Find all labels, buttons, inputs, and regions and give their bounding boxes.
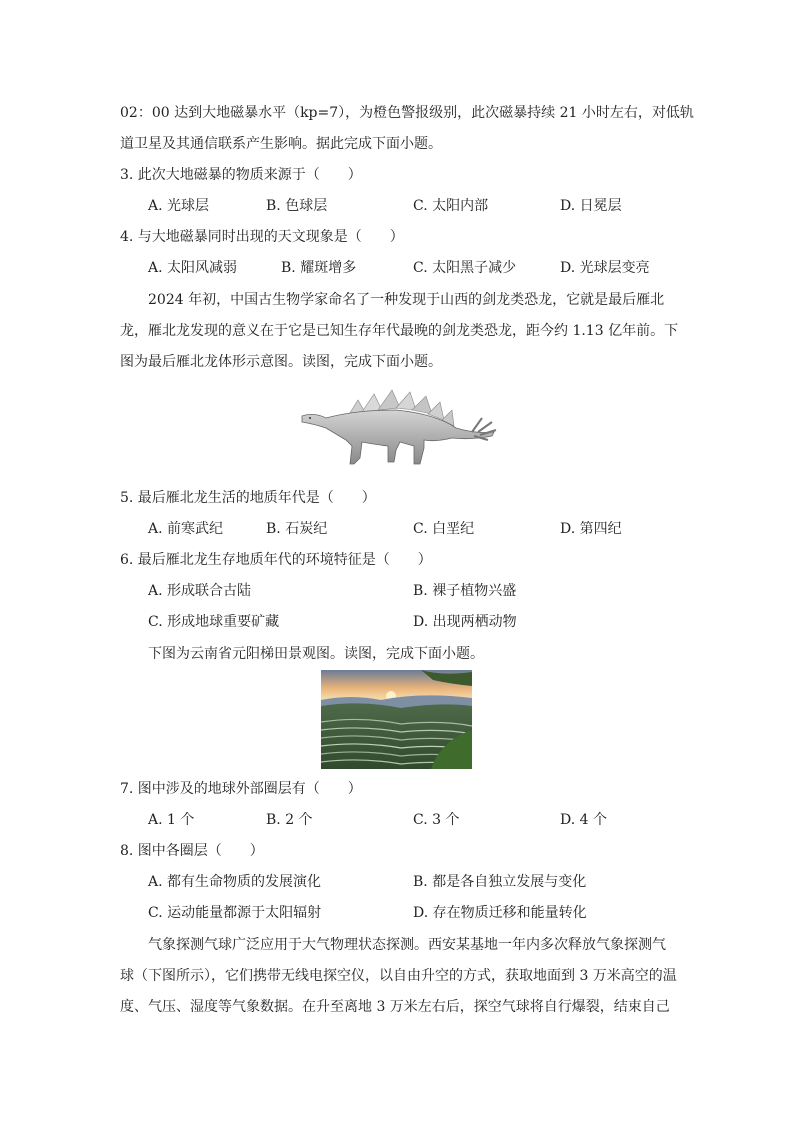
stegosaur-illustration — [296, 388, 498, 468]
question-4-option-b: B. 耀斑增多 — [281, 260, 357, 276]
question-8-option-d: D. 存在物质迁移和能量转化 — [413, 905, 587, 921]
terrace-landscape-image — [321, 670, 472, 769]
question-3-stem: 3. 此次大地磁暴的物质来源于（ ） — [120, 167, 362, 183]
question-6-option-c: C. 形成地球重要矿藏 — [148, 614, 280, 630]
question-4-option-d: D. 光球层变亮 — [560, 260, 650, 276]
question-5-option-b: B. 石炭纪 — [266, 521, 328, 537]
question-8-option-c: C. 运动能量都源于太阳辐射 — [148, 905, 322, 921]
question-5-option-a: A. 前寒武纪 — [148, 521, 224, 537]
terrace-photo — [321, 670, 472, 769]
question-6-option-a: A. 形成联合古陆 — [148, 583, 252, 599]
question-4-option-c: C. 太阳黑子减少 — [413, 260, 517, 276]
question-8-option-b: B. 都是各自独立发展与变化 — [413, 874, 587, 890]
question-5-option-d: D. 第四纪 — [560, 521, 622, 537]
question-5-option-c: C. 白垩纪 — [413, 521, 475, 537]
dino-passage-line-3: 图为最后雁北龙体形示意图。读图，完成下面小题。 — [120, 354, 442, 370]
question-7-option-c: C. 3 个 — [413, 812, 460, 828]
question-7-stem: 7. 图中涉及的地球外部圈层有（ ） — [120, 781, 362, 797]
question-3-option-d: D. 日冕层 — [560, 198, 622, 214]
question-3-option-b: B. 色球层 — [266, 198, 328, 214]
question-8-option-a: A. 都有生命物质的发展演化 — [148, 874, 322, 890]
balloon-passage-line-2: 球（下图所示），它们携带无线电探空仪，以自由升空的方式，获取地面到 3 万米高空的温 — [120, 968, 677, 984]
balloon-passage-line-3: 度、气压、湿度等气象数据。在升至离地 3 万米左右后，探空气球将自行爆裂，结束自己 — [120, 999, 670, 1015]
question-4-option-a: A. 太阳风减弱 — [148, 260, 238, 276]
dino-passage-line-1: 2024 年初，中国古生物学家命名了一种发现于山西的剑龙类恐龙，它就是最后雁北 — [148, 292, 665, 308]
dino-passage-line-2: 龙，雁北龙发现的意义在于它是已知生存年代最晚的剑龙类恐龙，距今约 1.13 亿年前。下 — [120, 323, 679, 339]
intro-line-1: 02：00 达到大地磁暴水平（kp=7），为橙色警报级别，此次磁暴持续 21 小时左右，对低轨 — [120, 105, 694, 121]
question-3-option-c: C. 太阳内部 — [413, 198, 489, 214]
question-6-option-d: D. 出现两栖动物 — [413, 614, 517, 630]
question-8-stem: 8. 图中各圈层（ ） — [120, 843, 264, 859]
question-6-option-b: B. 裸子植物兴盛 — [413, 583, 517, 599]
question-6-stem: 6. 最后雁北龙生存地质年代的环境特征是（ ） — [120, 552, 432, 568]
question-4-stem: 4. 与大地磁暴同时出现的天文现象是（ ） — [120, 229, 404, 245]
question-7-option-d: D. 4 个 — [560, 812, 607, 828]
balloon-passage-line-1: 气象探测气球广泛应用于大气物理状态探测。西安某基地一年内多次释放气象探测气 — [148, 937, 666, 953]
terrace-passage: 下图为云南省元阳梯田景观图。读图，完成下面小题。 — [148, 646, 484, 662]
question-7-option-b: B. 2 个 — [266, 812, 313, 828]
question-7-option-a: A. 1 个 — [148, 812, 195, 828]
intro-line-2: 道卫星及其通信联系产生影响。据此完成下面小题。 — [120, 136, 442, 152]
stegosaur-figure — [296, 388, 498, 468]
question-5-stem: 5. 最后雁北龙生活的地质年代是（ ） — [120, 490, 376, 506]
question-3-option-a: A. 光球层 — [148, 198, 210, 214]
